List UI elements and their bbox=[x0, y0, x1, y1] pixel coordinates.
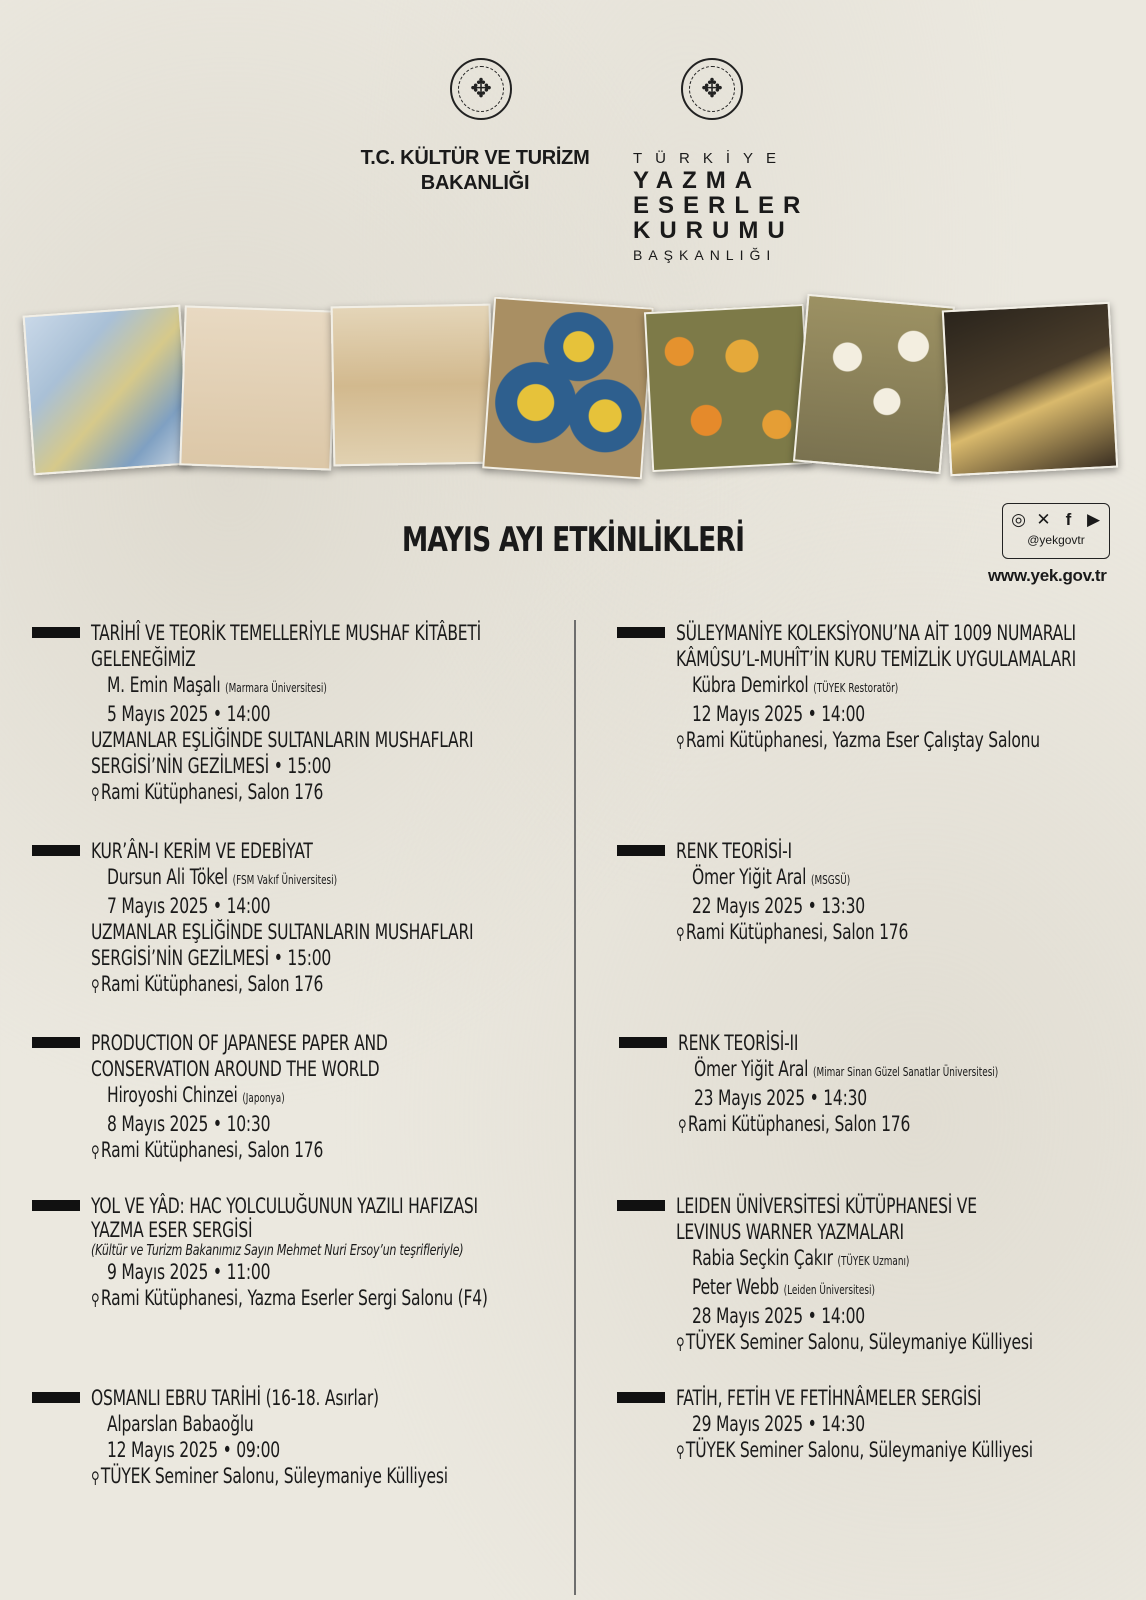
event-bar bbox=[617, 845, 665, 856]
marbled-papers-photo bbox=[942, 302, 1118, 477]
event-location: ⚲Rami Kütüphanesi, Yazma Eserler Sergi Salonu (F4) bbox=[91, 1285, 439, 1313]
event-speaker: Dursun Ali Tökel (FSM Vakıf Üniversitesi) bbox=[107, 865, 338, 889]
ministry-line1: T.C. KÜLTÜR VE TURİZM bbox=[360, 147, 590, 169]
location-pin-icon: ⚲ bbox=[676, 1334, 685, 1353]
event-speaker: Ömer Yiğit Aral (MSGSÜ) bbox=[692, 865, 851, 889]
event-speaker: Alparslan Babaoğlu bbox=[107, 1412, 254, 1436]
event-title: RENK TEORİSİ-I bbox=[676, 839, 792, 863]
manuscript-photo bbox=[179, 305, 336, 470]
speaker-affiliation: (Marmara Üniversitesi) bbox=[225, 681, 327, 695]
event-title: PRODUCTION OF JAPANESE PAPER AND bbox=[91, 1031, 388, 1055]
yek-line5: BAŞKANLIĞI bbox=[633, 247, 777, 263]
location-pin-icon: ⚲ bbox=[678, 1116, 687, 1135]
location-pin-icon: ⚲ bbox=[91, 1290, 100, 1309]
event-date: 23 Mayıs 2025 • 14:30 bbox=[694, 1086, 867, 1110]
event-date: 7 Mayıs 2025 • 14:00 bbox=[107, 894, 271, 918]
photo-strip bbox=[0, 300, 1146, 490]
event-date: 9 Mayıs 2025 • 11:00 bbox=[107, 1260, 271, 1284]
event-title: YOL VE YÂD: HAC YOLCULUĞUNUN YAZILI HAFIZASI bbox=[91, 1194, 478, 1218]
event-location: ⚲Rami Kütüphanesi, Yazma Eser Çalıştay Salonu bbox=[676, 727, 1046, 755]
yek-name bbox=[633, 150, 809, 265]
event-location: ⚲Rami Kütüphanesi, Salon 176 bbox=[676, 919, 1024, 947]
yek-line1: TÜRKİYE bbox=[633, 150, 790, 167]
ministry-seal-icon bbox=[450, 58, 512, 120]
event-date: 12 Mayıs 2025 • 14:00 bbox=[692, 702, 865, 726]
speaker-affiliation: (TÜYEK Restoratör) bbox=[813, 681, 899, 695]
event-extra: UZMANLAR EŞLİĞİNDE SULTANLARIN MUSHAFLARI bbox=[91, 728, 474, 752]
yek-line3: ESERLER bbox=[633, 192, 810, 219]
social-handle[interactable]: @yekgovtr bbox=[1027, 533, 1085, 547]
page-title: MAYIS AYI ETKİNLİKLERİ bbox=[401, 520, 745, 560]
event-speaker: Rabia Seçkin Çakır (TÜYEK Uzmanı) bbox=[692, 1246, 910, 1270]
event-date: 8 Mayıs 2025 • 10:30 bbox=[107, 1112, 271, 1136]
event-bar bbox=[32, 1200, 80, 1211]
x-icon[interactable]: ✕ bbox=[1036, 510, 1051, 530]
ministry-name bbox=[330, 146, 620, 196]
event-location: ⚲TÜYEK Seminer Salonu, Süleymaniye Külliyesi bbox=[91, 1463, 439, 1491]
facebook-icon[interactable]: f bbox=[1065, 510, 1072, 529]
event-note: (Kültür ve Turizm Bakanımız Sayın Mehmet Nuri Ersoy’un teşrifleriyle) bbox=[91, 1241, 464, 1259]
event-bar bbox=[32, 1037, 80, 1048]
speaker-affiliation: (TÜYEK Uzmanı) bbox=[837, 1254, 910, 1268]
youtube-icon[interactable]: ▶ bbox=[1086, 510, 1101, 530]
event-speaker: Kübra Demirkol (TÜYEK Restoratör) bbox=[692, 673, 899, 697]
event-bar bbox=[619, 1037, 667, 1048]
event-title: RENK TEORİSİ-II bbox=[678, 1031, 799, 1055]
event-title: TARİHÎ VE TEORİK TEMELLERİYLE MUSHAF KİTÂBETİ bbox=[91, 621, 482, 645]
event-bar bbox=[617, 627, 665, 638]
event-date: 29 Mayıs 2025 • 14:30 bbox=[692, 1412, 865, 1436]
social-box bbox=[1002, 503, 1110, 559]
event-location: ⚲TÜYEK Seminer Salonu, Süleymaniye Külliyesi bbox=[676, 1329, 1024, 1357]
speaker-affiliation: (Japonya) bbox=[242, 1091, 285, 1105]
speaker-affiliation: (Mimar Sinan Güzel Sanatlar Üniversitesi) bbox=[812, 1065, 999, 1079]
event-bar bbox=[32, 627, 80, 638]
event-title: CONSERVATION AROUND THE WORLD bbox=[91, 1057, 380, 1081]
event-title: FATİH, FETİH VE FETİHNÂMELER SERGİSİ bbox=[676, 1386, 982, 1410]
event-speaker: Peter Webb (Leiden Üniversitesi) bbox=[692, 1275, 875, 1299]
event-extra: SERGİSİ’NİN GEZİLMESİ • 15:00 bbox=[91, 946, 332, 970]
location-pin-icon: ⚲ bbox=[91, 1142, 100, 1161]
event-title: YAZMA ESER SERGİSİ bbox=[91, 1218, 253, 1242]
event-title: LEIDEN ÜNİVERSİTESİ KÜTÜPHANESİ VE bbox=[676, 1194, 977, 1218]
event-date: 22 Mayıs 2025 • 13:30 bbox=[692, 894, 865, 918]
ministry-line2: BAKANLIĞI bbox=[420, 172, 530, 194]
event-title: OSMANLI EBRU TARİHİ (16-18. Asırlar) bbox=[91, 1386, 379, 1410]
marbling-pattern-photo bbox=[644, 304, 812, 472]
event-title: KÂMÛSU’L-MUHÎT’İN KURU TEMİZLİK UYGULAMALARI bbox=[676, 647, 1076, 671]
speaker-affiliation: (FSM Vakıf Üniversitesi) bbox=[232, 873, 338, 887]
event-title: LEVINUS WARNER YAZMALARI bbox=[676, 1220, 904, 1244]
yek-line2: YAZMA bbox=[633, 167, 762, 194]
event-location: ⚲Rami Kütüphanesi, Salon 176 bbox=[678, 1111, 1026, 1139]
event-location: ⚲Rami Kütüphanesi, Salon 176 bbox=[91, 779, 439, 807]
event-location: ⚲Rami Kütüphanesi, Salon 176 bbox=[91, 1137, 439, 1165]
location-pin-icon: ⚲ bbox=[676, 924, 685, 943]
event-date: 28 Mayıs 2025 • 14:00 bbox=[692, 1304, 865, 1328]
illumination-photo bbox=[23, 305, 192, 476]
event-extra: SERGİSİ’NİN GEZİLMESİ • 15:00 bbox=[91, 754, 332, 778]
website-link[interactable]: www.yek.gov.tr bbox=[988, 566, 1107, 585]
event-bar bbox=[617, 1200, 665, 1211]
calligraphy-photo bbox=[331, 304, 494, 467]
event-extra: UZMANLAR EŞLİĞİNDE SULTANLARIN MUSHAFLARI bbox=[91, 920, 474, 944]
speaker-affiliation: (Leiden Üniversitesi) bbox=[783, 1283, 875, 1297]
event-location: ⚲Rami Kütüphanesi, Salon 176 bbox=[91, 971, 439, 999]
location-pin-icon: ⚲ bbox=[91, 976, 100, 995]
event-bar bbox=[32, 845, 80, 856]
marbling-flowers-photo bbox=[482, 297, 654, 480]
event-speaker: M. Emin Maşalı (Marmara Üniversitesi) bbox=[107, 673, 327, 697]
location-pin-icon: ⚲ bbox=[676, 732, 685, 751]
event-date: 12 Mayıs 2025 • 09:00 bbox=[107, 1438, 280, 1462]
event-bar bbox=[617, 1392, 665, 1403]
yek-seal-icon bbox=[681, 58, 743, 120]
event-location: ⚲TÜYEK Seminer Salonu, Süleymaniye Külliyesi bbox=[676, 1437, 1024, 1465]
event-bar bbox=[32, 1392, 80, 1403]
event-title: GELENEĞİMİZ bbox=[91, 647, 196, 671]
column-divider bbox=[574, 620, 576, 1595]
event-speaker: Ömer Yiğit Aral (Mimar Sinan Güzel Sanatlar Üniversitesi) bbox=[694, 1057, 999, 1081]
instagram-icon[interactable]: ◎ bbox=[1011, 510, 1026, 530]
marbling-daisies-photo bbox=[793, 294, 955, 474]
location-pin-icon: ⚲ bbox=[91, 784, 100, 803]
event-date: 5 Mayıs 2025 • 14:00 bbox=[107, 702, 271, 726]
event-speaker: Hiroyoshi Chinzei (Japonya) bbox=[107, 1083, 285, 1107]
yek-line4: KURUMU bbox=[633, 217, 794, 244]
location-pin-icon: ⚲ bbox=[676, 1442, 685, 1461]
event-title: SÜLEYMANİYE KOLEKSİYONU’NA AİT 1009 NUMARALI bbox=[676, 621, 1076, 645]
location-pin-icon: ⚲ bbox=[91, 1468, 100, 1487]
speaker-affiliation: (MSGSÜ) bbox=[810, 873, 851, 887]
event-title: KUR’ÂN-I KERİM VE EDEBİYAT bbox=[91, 839, 313, 863]
